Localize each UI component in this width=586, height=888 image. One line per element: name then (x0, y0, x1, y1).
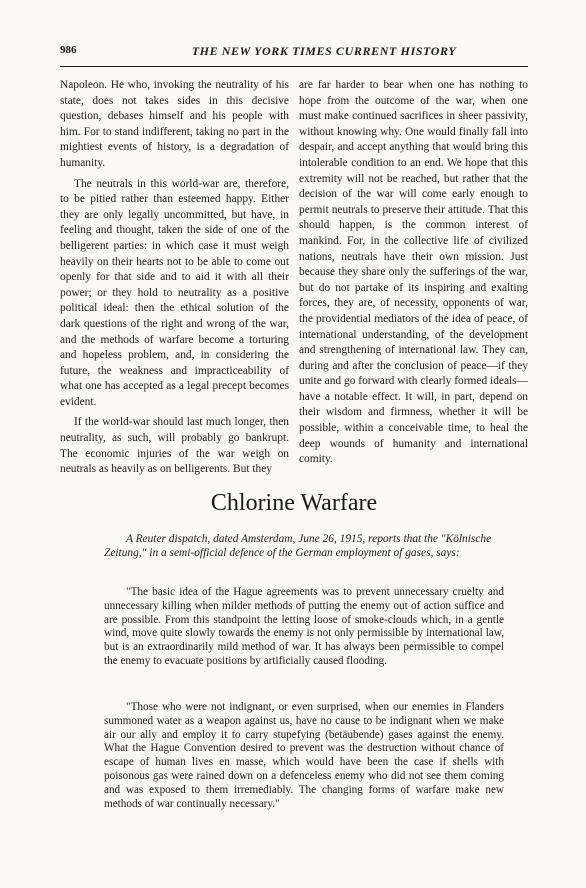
right-paragraph-1: are far harder to bear when one has nothing to hope from the outcome of the war, when one must make continued sacrifices in sheer passivity, without knowing why. One would finally fall into despair, and accept anything that would bring this intolerable condition to an end. We hope that this extremity will not be reached, but rather that the decision of the war will come early enough to permit neutrals to preserve their attitude. That this should happen, is the common interest of mankind. For, in the collective life of civilized nations, neutrals have their own mission. Just because they share only the sufferings of the war, but do not partake of its inspiring and exalting forces, they are, of necessity, opponents of war, the providential mediators of the idea of peace, of international understanding, of the development and strengthening of international law. They can, during and after the conclusion of peace—if they unite and go forward with clearly formed ideals—have a notable effect. It will, in part, depend on their wisdom and firmness, whether it will be possible, within a conceivable time, to heal the deep wounds of humanity and international comity. (299, 79, 528, 466)
header-rule (60, 66, 528, 67)
left-paragraph-3: If the world-war should last much longer, then neutrality, as such, will probably go bankrupt. The economic injuries of the war weigh on neutrals as heavily as on belligerents. But they (60, 416, 289, 476)
left-paragraph-2: The neutrals in this world-war are, therefore, to be pitied rather than esteemed happy. Either they are only legally uncommitted, but have, in feeling and thought, taken the side of one of the belligerent parties: in which case it must weigh heavily on their hearts not to be able to come out openly for that side and to aid it with all their power; or they hold to neutrality as a positive political ideal: then the ethical solution of the dark questions of the right and wrong of the war, and the methods of warfare become a torturing and hopeless problem, and, in considering the future, the weakness and impracticeability of what one has accepted as a legal precept becomes evident. (60, 177, 289, 408)
right-column (299, 78, 528, 468)
page-number: 986 (60, 44, 77, 56)
page-header (60, 44, 528, 68)
left-column (60, 78, 289, 478)
running-head: THE NEW YORK TIMES CURRENT HISTORY (191, 44, 457, 58)
article-intro: A Reuter dispatch, dated Amsterdam, June 26, 1915, reports that the "Kölnische Zeitung," in a semi-official defence of the German employment of gases, says: (104, 533, 492, 559)
quote-paragraph-1: "The basic idea of the Hague agreements was to prevent unnecessary cruelty and unnecessary killing when milder methods of putting the enemy out of action suffice and are possible. From this standpoint the letting loose of smoke-clouds which, in a gentle wind, move quite slowly towards the enemy is not only permissible by international law, but is an extraordinarily mild method of war. It has always been permissible to compel the enemy to evacuate positions by artificially caused flooding. (104, 586, 504, 667)
quote-paragraph-2: "Those who were not indignant, or even surprised, when our enemies in Flanders summoned water as a weapon against us, have no cause to be indignant when we make air our ally and employ it to carry stupefying (betäubende) gases against the enemy. What the Hague Convention desired to prevent was the destruction without chance of escape of human lives en masse, which would have been the case if shells with poisonous gas were rained down on a defenceless enemy who did not see them coming and was exposed to them irremediably. The changing forms of warfare make new methods of war continually necessary." (104, 701, 504, 810)
article-title: Chlorine Warfare (210, 490, 378, 516)
left-paragraph-1: Napoleon. He who, invoking the neutrality of his state, does not takes sides in this decisive question, debases himself and his people with him. For to stand indifferent, taking no part in the mightiest events of history, is a degradation of humanity. (60, 79, 289, 169)
